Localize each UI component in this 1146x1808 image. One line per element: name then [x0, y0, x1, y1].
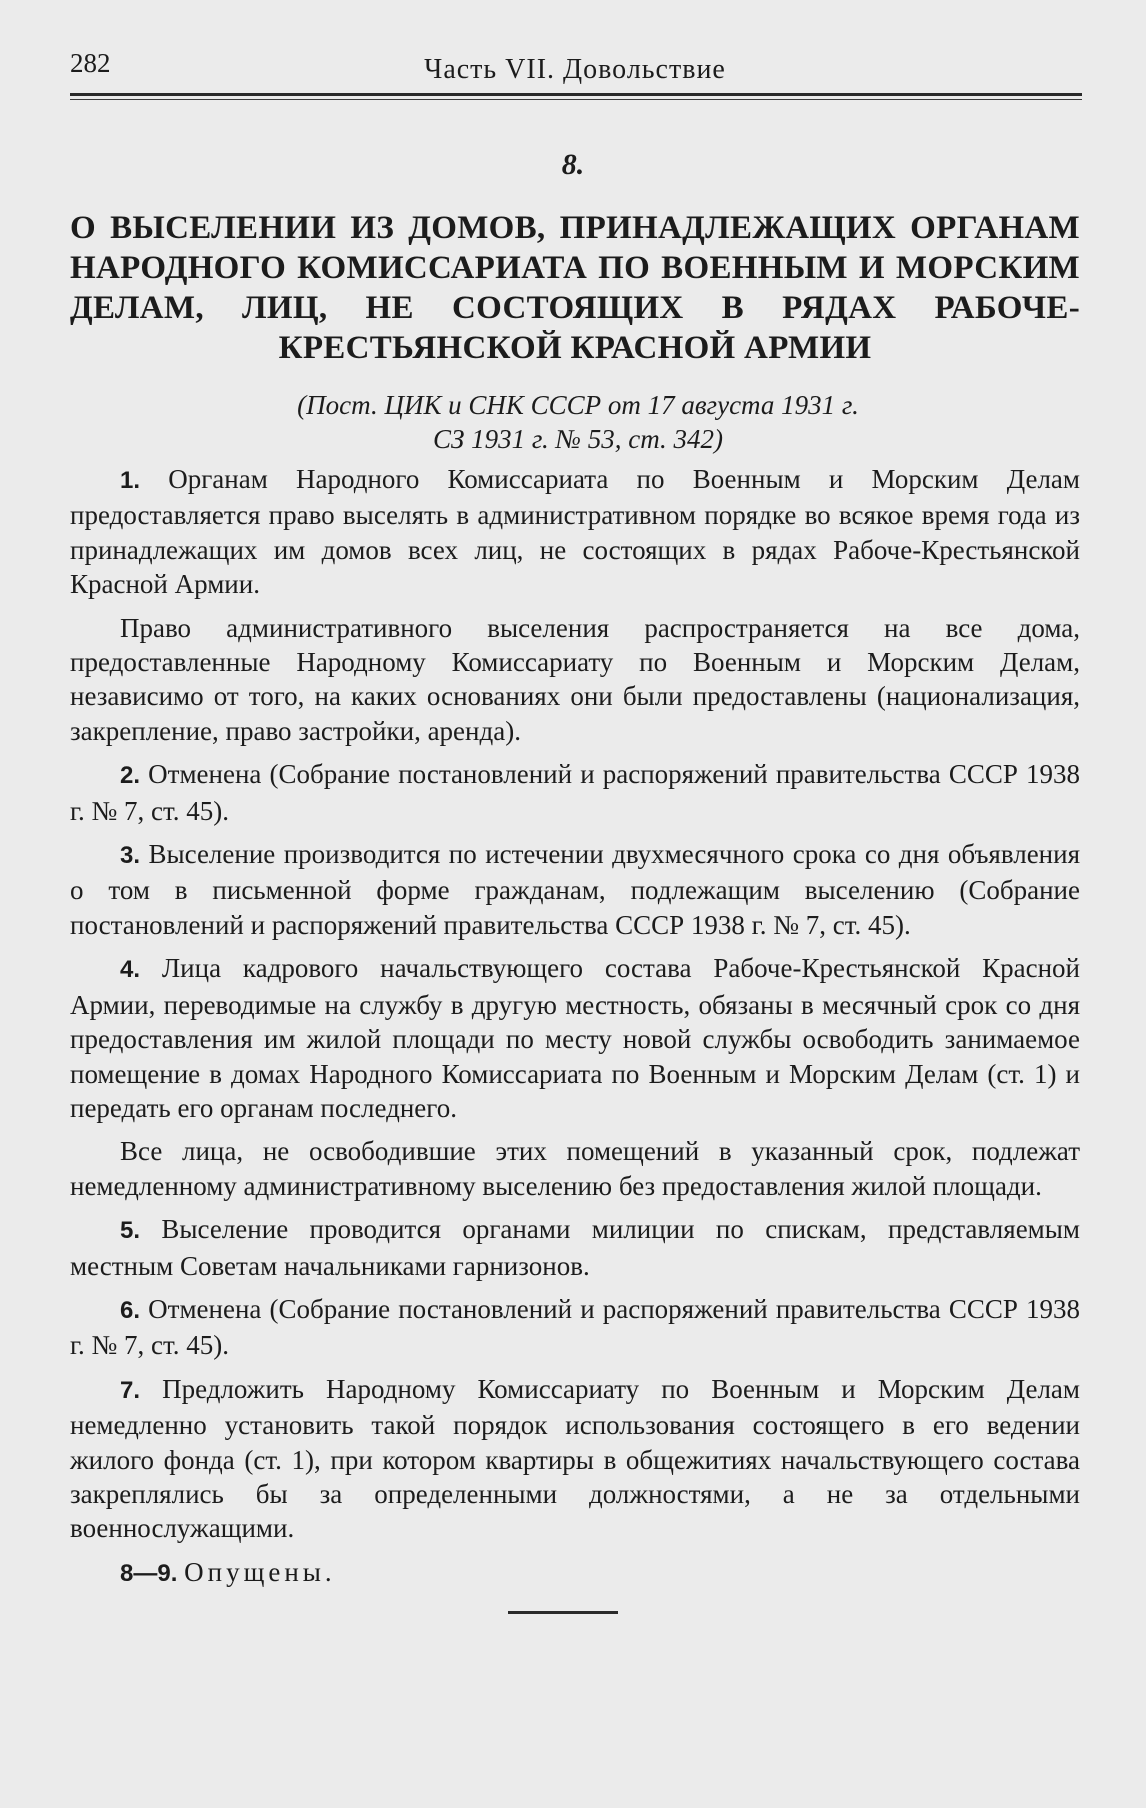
document-source	[0, 388, 1146, 456]
paragraph-number: 3.	[120, 842, 141, 870]
end-rule	[508, 1611, 618, 1614]
paragraph-text: Выселение производится по истечении двухмесячного срока со дня объявления о том в письменной форме гражданам, подлежащим выселению (Собрание постановлений и распоряжений правительства СССР 1938 г. № 7, ст. 45).	[70, 839, 1080, 940]
paragraph-4-continued	[70, 1134, 1080, 1203]
paragraph-text: Право административного выселения распространяется на все дома, предоставленные Народному Комиссариату по Военным и Морским Делам, независимо от того, на каких основаниях они были предоставлены (национализация, закрепление, право застройки, аренда).	[70, 612, 1080, 746]
paragraph-number: 7.	[120, 1376, 141, 1404]
paragraph-number: 4.	[120, 956, 141, 984]
paragraph-1	[70, 462, 1080, 602]
page-header	[70, 48, 1080, 88]
paragraph-number: 6.	[120, 1296, 141, 1324]
paragraph-text: Все лица, не освободившие этих помещений в указанный срок, подлежат немедленному административному выселению без предоставления жилой площади.	[70, 1136, 1080, 1201]
paragraph-number: 1.	[120, 467, 141, 494]
paragraph-2	[70, 757, 1080, 828]
source-line-2: СЗ 1931 г. № 53, ст. 342)	[432, 424, 724, 454]
paragraph-number: 8—9.	[120, 1559, 178, 1587]
paragraph-text: Отменена (Собрание постановлений и распоряжений правительства СССР 1938 г. № 7, ст. 45).	[70, 759, 1080, 826]
document-title: О ВЫСЕЛЕНИИ ИЗ ДОМОВ, ПРИНАДЛЕЖАЩИХ ОРГАНАМ НАРОДНОГО КОМИССАРИАТА ПО ВОЕННЫМ И МОРСКИМ ДЕЛАМ, ЛИЦ, НЕ СОСТОЯЩИХ В РЯДАХ РАБОЧЕ-КРЕСТЬЯНСКОЙ КРАСНОЙ АРМИИ	[70, 210, 1080, 366]
paragraph-1-continued	[70, 611, 1080, 749]
paragraph-text: Предложить Народному Комиссариату по Военным и Морским Делам немедленно установить такой порядок использования состоящего в его ведении жилого фонда (ст. 1), при котором квартиры в общежитиях начальствующего состава закреплялись бы за определенными должностями, а не за отдельными военнослужащими.	[70, 1373, 1081, 1544]
header-rule-thin	[70, 99, 1082, 100]
running-title: Часть VII. Довольствие	[424, 54, 726, 85]
paragraph-text: Отменена (Собрание постановлений и распоряжений правительства СССР 1938 г. № 7, ст. 45).	[70, 1293, 1080, 1361]
page-number: 282	[70, 48, 111, 78]
paragraph-text: Выселение проводится органами милиции по спискам, представляемым местным Советам начальниками гарнизонов.	[70, 1214, 1080, 1281]
paragraph-3	[70, 837, 1080, 942]
document-number: 8.	[561, 148, 585, 181]
paragraph-text: Органам Народного Комиссариата по Военным и Морским Делам предоставляется право выселять в административном порядке во всякое время года из принадлежащих им домов всех лиц, не состоящих в рядах Рабоче-Крестьянской Красной Армии.	[70, 464, 1080, 600]
paragraph-text: Опущены.	[184, 1556, 336, 1587]
header-rule-thick	[70, 93, 1082, 96]
paragraph-8-9	[70, 1555, 1080, 1591]
document-body	[70, 462, 1080, 1600]
source-line-1: (Пост. ЦИК и СНК СССР от 17 августа 1931 г.	[297, 390, 859, 420]
paragraph-5	[70, 1212, 1080, 1283]
paragraph-number: 2.	[120, 762, 141, 790]
paragraph-6	[70, 1292, 1080, 1363]
paragraph-7	[70, 1372, 1080, 1546]
paragraph-number: 5.	[120, 1217, 141, 1245]
paragraph-4	[70, 951, 1080, 1125]
paragraph-text: Лица кадрового начальствующего состава Рабоче-Крестьянской Красной Армии, переводимые на службу в другую местность, обязаны в месячный срок со дня предоставления им жилой площади по месту новой службы освободить занимаемое помещение в домах Народного Комиссариата по Военным и Морским Делам (ст. 1) и передать его органам последнего.	[70, 953, 1080, 1123]
